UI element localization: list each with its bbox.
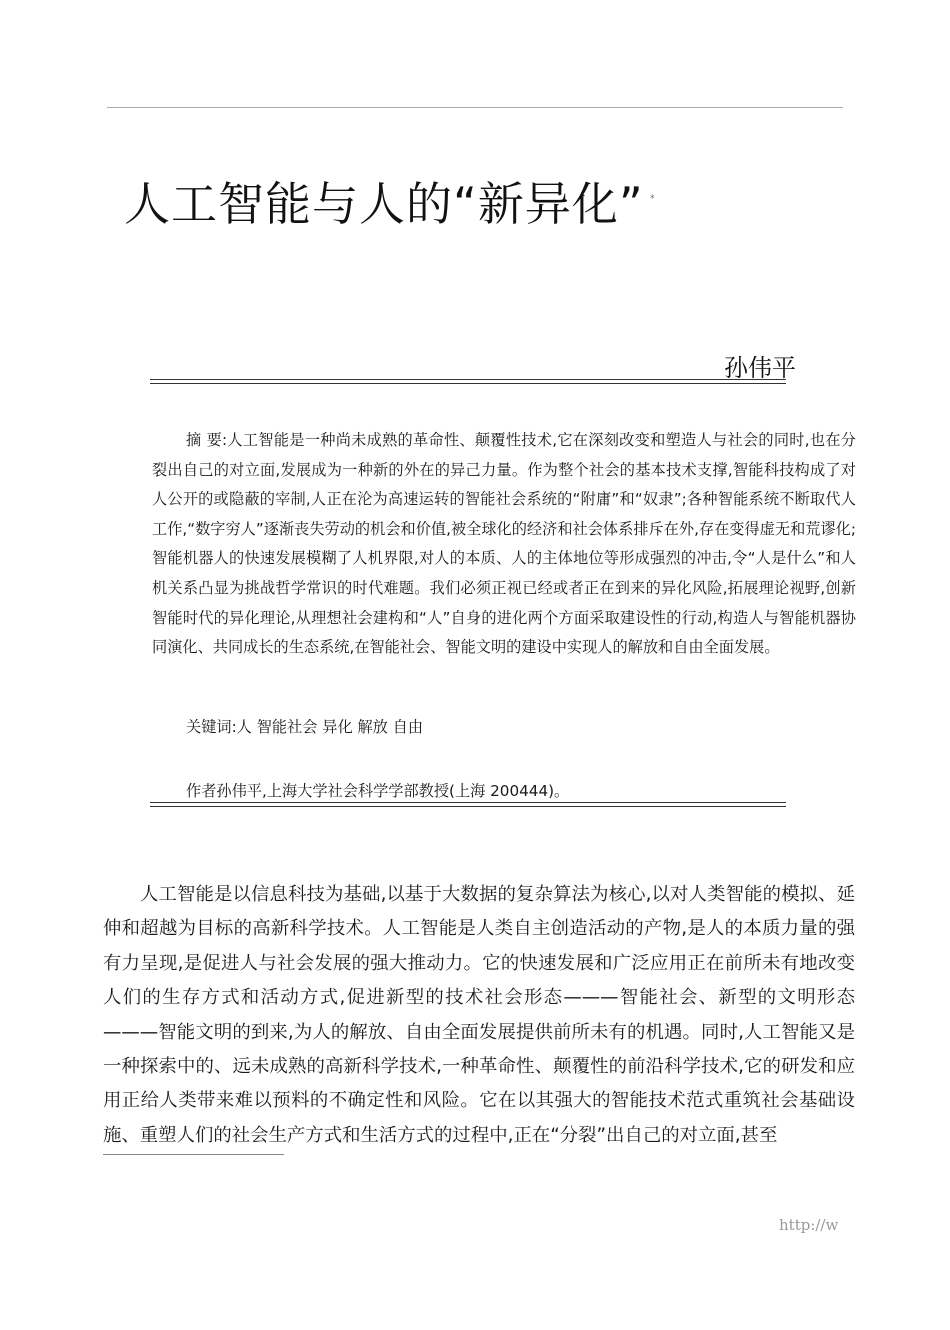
body-paragraph: 人工智能是以信息科技为基础,以基于大数据的复杂算法为核心,以对人类智能的模拟、延伸和超越为目标的高新科学技术。人工智能是人类自主创造活动的产物,是人的本质力量的强有力呈现,是促进人与社会发展的强大推动力。它的快速发展和广泛应用正在前所未有地改变人们的生存方式和活动方式,促进新型的技术社会形态———智能社会、新型的文明形态———智能文明的到来,为人的解放、自由全面发展提供前所未有的机遇。同时,人工智能又是一种探索中的、远未成熟的高新科学技术,一种革命性、颠覆性的前沿科学技术,它的研发和应用正给人类带来难以预料的不确定性和风险。它在以其强大的智能技术范式重筑社会基础设施、重塑人们的社会生产方式和生活方式的过程中,正在“分裂”出自己的对立面,甚至	[103, 884, 855, 1146]
watermark: http://w	[779, 1216, 839, 1234]
author-note: 作者孙伟平,上海大学社会科学学部教授(上海 200444)。	[186, 782, 570, 800]
title-footnote-mark: *	[650, 194, 655, 204]
top-rule	[107, 107, 843, 108]
article-title: 人工智能与人的“新异化”	[124, 177, 644, 231]
author-name: 孙伟平	[724, 354, 796, 382]
keywords: 关键词:人 智能社会 异化 解放 自由	[186, 718, 424, 736]
abstract-bottom-rule	[150, 802, 786, 807]
footnote-rule	[103, 1154, 284, 1155]
abstract-top-rule	[150, 379, 786, 384]
abstract-text: 摘 要:人工智能是一种尚未成熟的革命性、颠覆性技术,它在深刻改变和塑造人与社会的同时,也在分裂出自己的对立面,发展成为一种新的外在的异己力量。作为整个社会的基本技术支撑,智能科技构成了对人公开的或隐蔽的宰制,人正在沦为高速运转的智能社会系统的“附庸”和“奴隶”;各种智能系统不断取代人工作,“数字穷人”逐渐丧失劳动的机会和价值,被全球化的经济和社会体系排斥在外,存在变得虚无和荒谬化;智能机器人的快速发展模糊了人机界限,对人的本质、人的主体地位等形成强烈的冲击,令“人是什么”和人机关系凸显为挑战哲学常识的时代难题。我们必须正视已经或者正在到来的异化风险,拓展理论视野,创新智能时代的异化理论,从理想社会建构和“人”自身的进化两个方面采取建设性的行动,构造人与智能机器协同演化、共同成长的生态系统,在智能社会、智能文明的建设中实现人的解放和自由全面发展。	[152, 431, 856, 657]
